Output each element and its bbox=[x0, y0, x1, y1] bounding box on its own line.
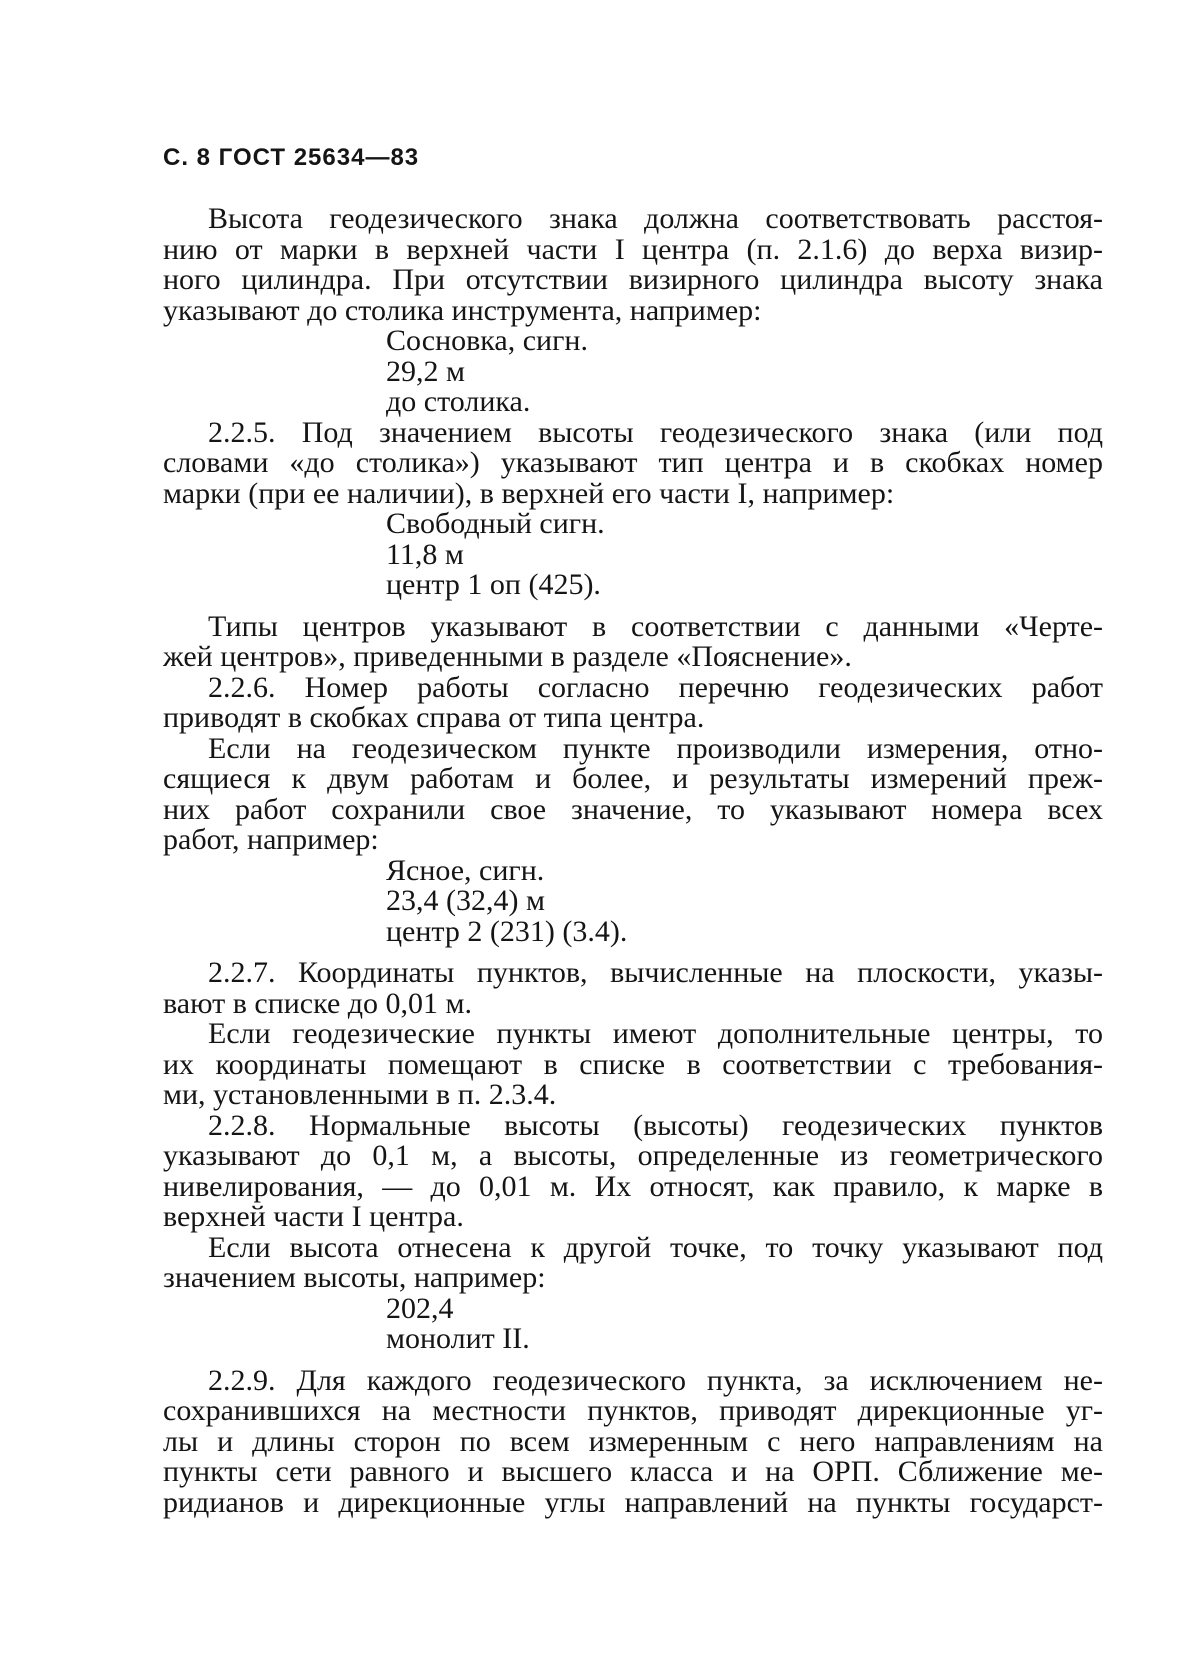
clause-2-2-9: 2.2.9. Для каждого геодезического пункта, за исключением не- bbox=[208, 1363, 1103, 1397]
example-line: 202,4 bbox=[386, 1291, 454, 1325]
text-line: ридианов и дирекционные углы направлений на пункты государст- bbox=[163, 1485, 1103, 1519]
clause-2-2-7: 2.2.7. Координаты пунктов, вычисленные на плоскости, указы- bbox=[208, 956, 1103, 989]
example-line: до столика. bbox=[386, 385, 531, 418]
text-line: ми, установленными в п. 2.3.4. bbox=[163, 1078, 557, 1111]
clause-2-2-6: 2.2.6. Номер работы согласно перечню геодезических работ bbox=[208, 670, 1103, 704]
text-line: их координаты помещают в списке в соответствии с требования- bbox=[163, 1047, 1103, 1081]
text-line: Если геодезические пункты имеют дополнительные центры, то bbox=[208, 1017, 1103, 1050]
example-line: центр 1 оп (425). bbox=[386, 568, 601, 601]
text-line: них работ сохранили свое значение, то указывают номера всех bbox=[163, 792, 1103, 826]
text-line: Высота геодезического знака должна соответствовать расстоя- bbox=[208, 202, 1103, 235]
text-line: приводят в скобках справа от типа центра. bbox=[163, 701, 705, 734]
example-line: центр 2 (231) (3.4). bbox=[386, 914, 628, 948]
text-line: верхней части I центра. bbox=[163, 1200, 464, 1233]
page-header: С. 8 ГОСТ 25634—83 bbox=[163, 144, 420, 171]
text-line: указывают до столика инструмента, например: bbox=[163, 293, 762, 327]
example-line: Сосновка, сигн. bbox=[386, 324, 588, 357]
example-line: монолит II. bbox=[386, 1322, 530, 1355]
example-line: 23,4 (32,4) м bbox=[386, 884, 545, 917]
text-line: нию от марки в верхней части I центра (п. 2.1.6) до верха визир- bbox=[163, 232, 1103, 266]
text-line: вают в списке до 0,01 м. bbox=[163, 986, 473, 1020]
text-line: ного цилиндра. При отсутствии визирного цилиндра высоту знака bbox=[163, 263, 1103, 296]
text-line: указывают до 0,1 м, а высоты, определенные из геометрического bbox=[163, 1139, 1103, 1172]
clause-2-2-8: 2.2.8. Нормальные высоты (высоты) геодезических пунктов bbox=[208, 1108, 1103, 1142]
document-body bbox=[163, 204, 1103, 1518]
text-line: Если высота отнесена к другой точке, то точку указывают под bbox=[208, 1230, 1103, 1264]
example-line: Ясное, сигн. bbox=[386, 853, 545, 887]
clause-2-2-5: 2.2.5. Под значением высоты геодезического знака (или под bbox=[208, 415, 1103, 449]
text-line: марки (при ее наличии), в верхней его части I, например: bbox=[163, 476, 895, 510]
text-line: Если на геодезическом пункте производили измерения, отно- bbox=[208, 731, 1103, 765]
text-line: Типы центров указывают в соответствии с данными «Черте- bbox=[208, 609, 1103, 643]
text-line: значением высоты, например: bbox=[163, 1261, 546, 1294]
example-line: Свободный сигн. bbox=[386, 507, 605, 540]
text-line: жей центров», приведенными в разделе «Пояснение». bbox=[163, 640, 852, 673]
example-line: 29,2 м bbox=[386, 354, 465, 388]
text-line: сохранившихся на местности пунктов, приводят дирекционные уг- bbox=[163, 1394, 1103, 1427]
text-line: словами «до столика») указывают тип центра и в скобках номер bbox=[163, 446, 1103, 479]
text-line: работ, например: bbox=[163, 823, 379, 856]
text-line: пункты сети равного и высшего класса и на ОРП. Сближение ме- bbox=[163, 1455, 1103, 1488]
text-line: лы и длины сторон по всем измеренным с него направлениям на bbox=[163, 1424, 1103, 1458]
text-line: нивелирования, — до 0,01 м. Их относят, как правило, к марке в bbox=[163, 1169, 1103, 1203]
text-line: сящиеся к двум работам и более, и результаты измерений преж- bbox=[163, 762, 1103, 795]
example-line: 11,8 м bbox=[386, 537, 464, 571]
